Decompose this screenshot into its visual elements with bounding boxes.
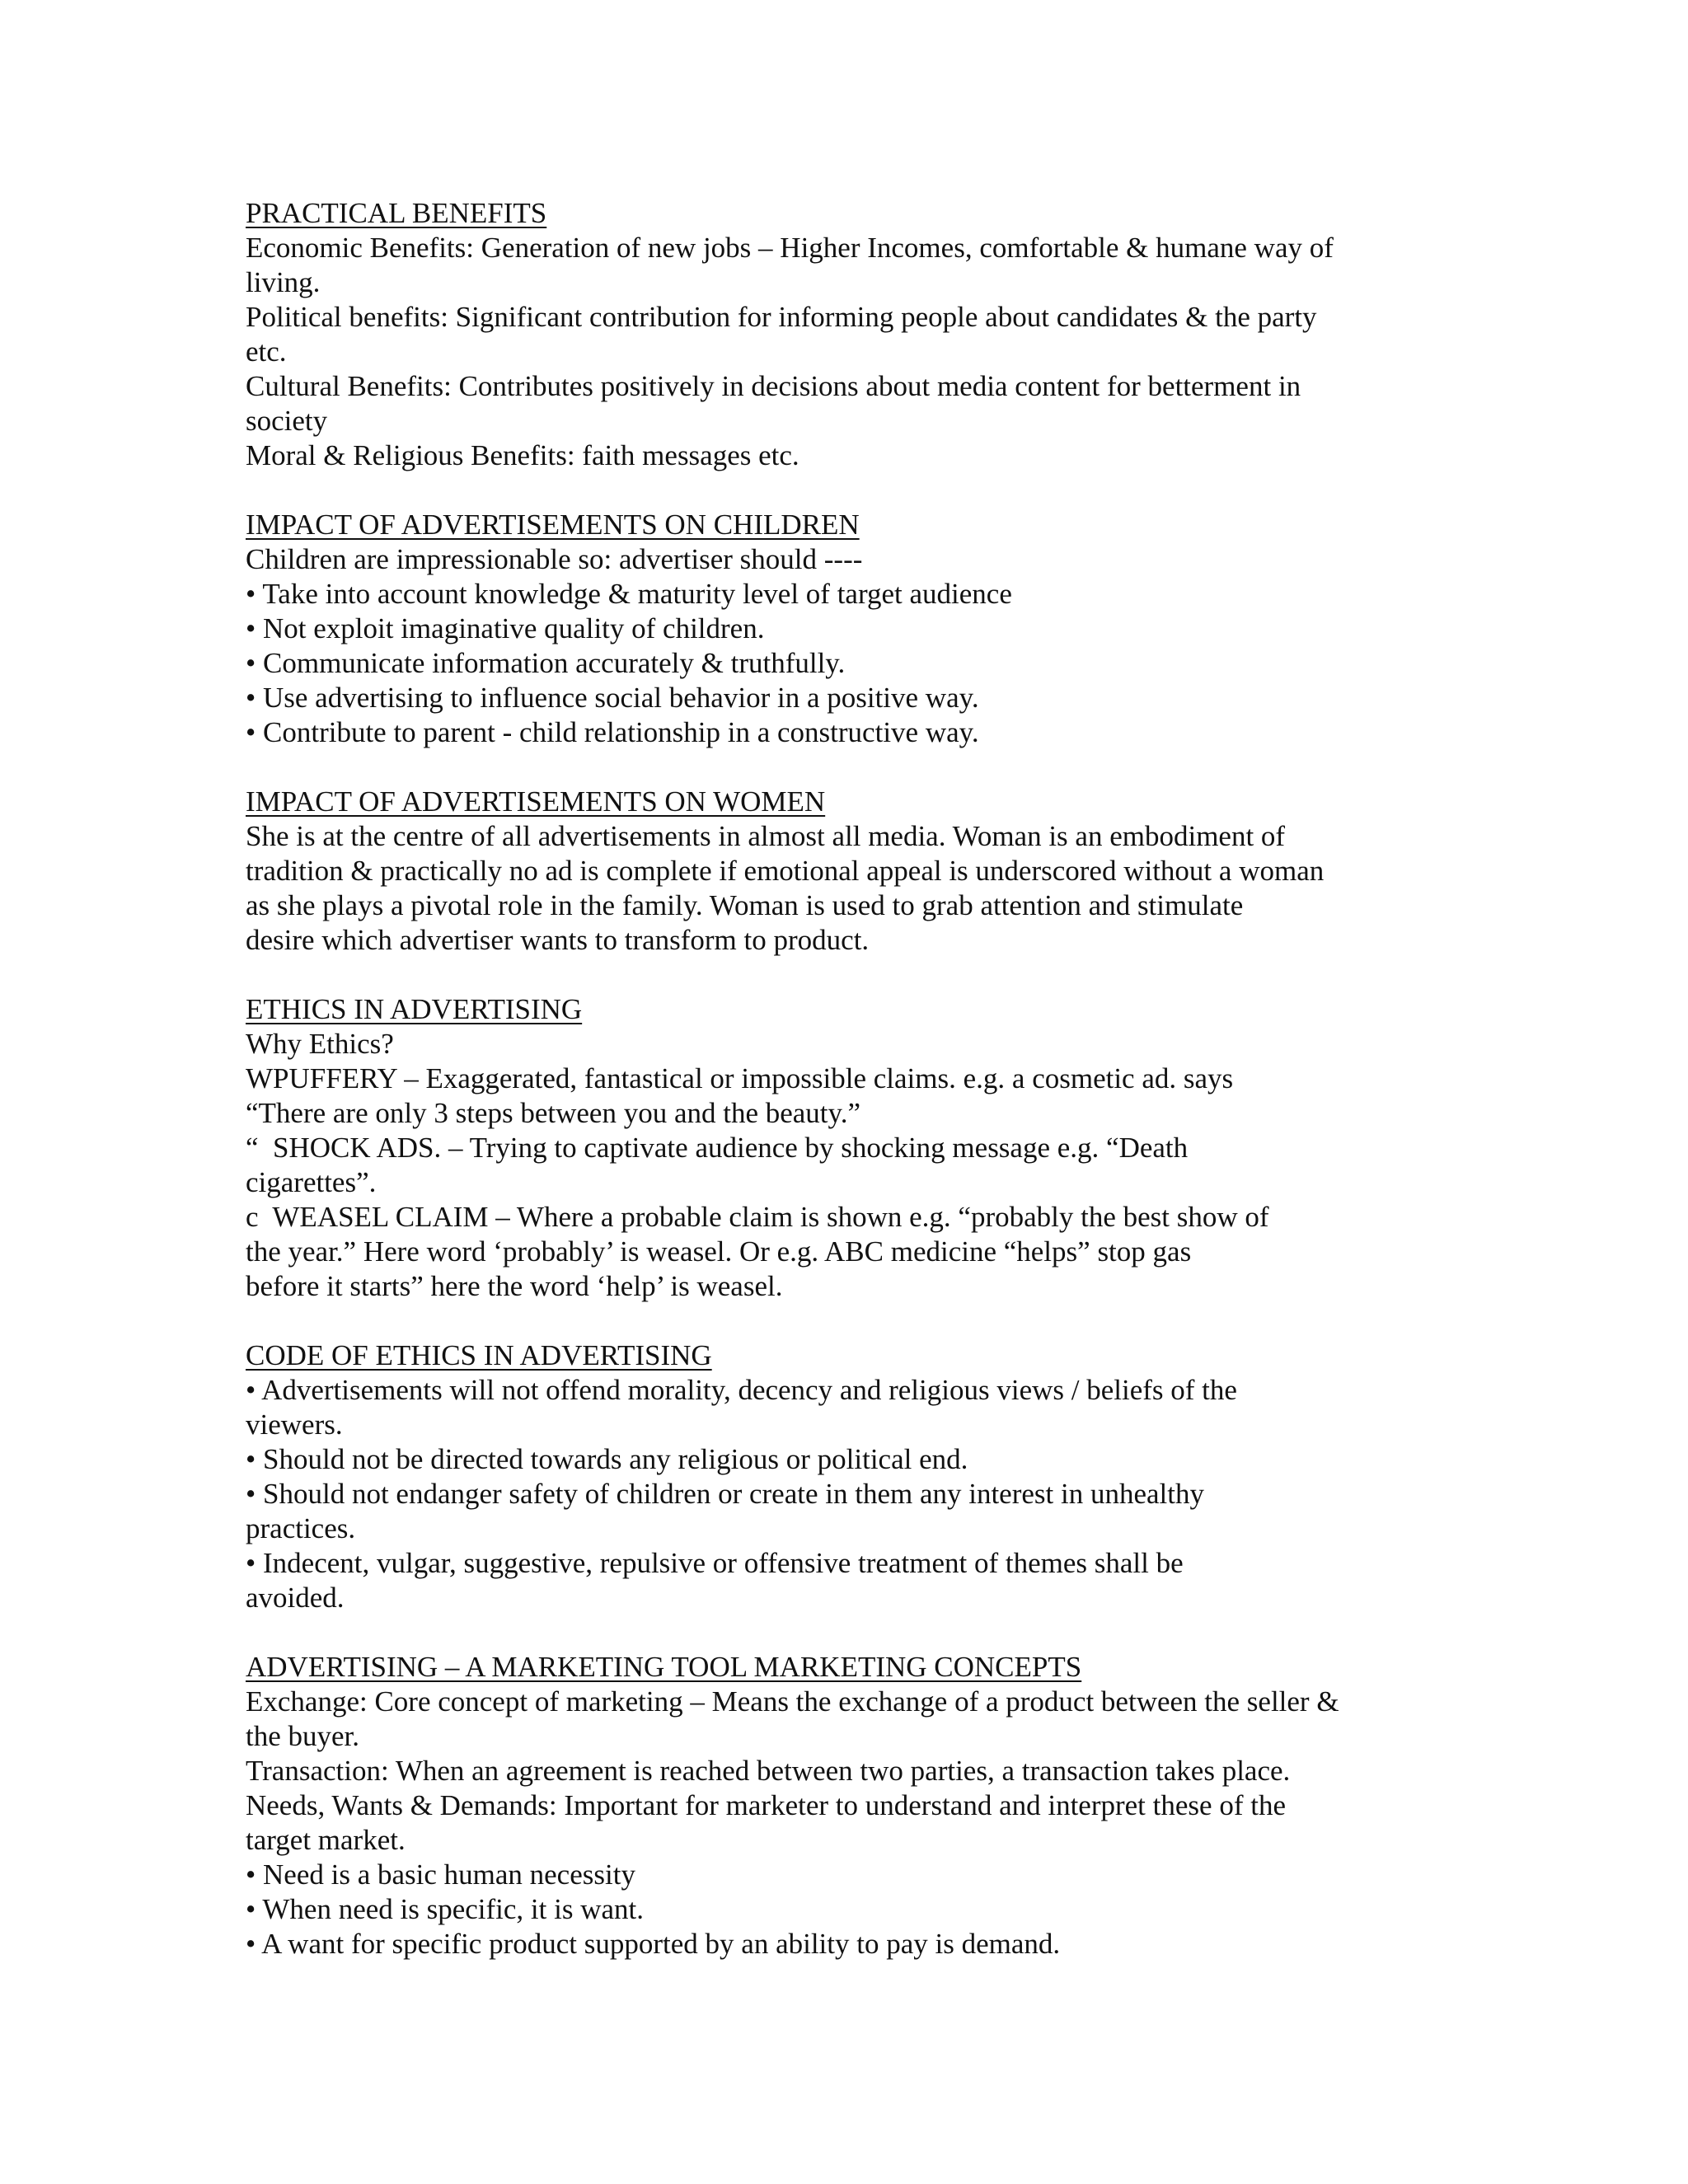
text-line: Children are impressionable so: advertiser should ----	[246, 543, 863, 575]
bullet-item: • Not exploit imaginative quality of children.	[246, 612, 765, 644]
bullet-item: • Contribute to parent - child relationship in a constructive way.	[246, 716, 979, 748]
text-line: Exchange: Core concept of marketing – Means the exchange of a product between the seller &	[246, 1685, 1339, 1718]
section-code-of-ethics	[246, 1338, 1416, 1615]
bullet-item: • When need is specific, it is want.	[246, 1893, 645, 1925]
document-body	[246, 196, 1416, 1961]
bullet-item: • Should not endanger safety of children or create in them any interest in unhealthy	[246, 1478, 1204, 1510]
text-line: cigarettes”.	[246, 1166, 377, 1198]
section-heading: PRACTICAL BENEFITS	[246, 197, 547, 229]
text-line: tradition & practically no ad is complete if emotional appeal is underscored without a woman	[246, 855, 1325, 887]
bullet-item: • Indecent, vulgar, suggestive, repulsive or offensive treatment of themes shall be	[246, 1547, 1184, 1579]
section-heading: ETHICS IN ADVERTISING	[246, 993, 583, 1025]
section-impact-on-children	[246, 508, 1416, 750]
text-line: She is at the centre of all advertisements in almost all media. Woman is an embodiment of	[246, 820, 1286, 852]
bullet-item: • Take into account knowledge & maturity level of target audience	[246, 578, 1012, 610]
text-line: the year.” Here word ‘probably’ is weasel. Or e.g. ABC medicine “helps” stop gas	[246, 1235, 1192, 1268]
text-line: as she plays a pivotal role in the family. Woman is used to grab attention and stimulate	[246, 889, 1244, 921]
text-line: etc.	[246, 335, 287, 368]
bullet-item: • Advertisements will not offend morality, decency and religious views / beliefs of the	[246, 1374, 1237, 1406]
text-line: “There are only 3 steps between you and the beauty.”	[246, 1097, 861, 1129]
text-line: Transaction: When an agreement is reached between two parties, a transaction takes place.	[246, 1755, 1291, 1787]
bullet-item: • Should not be directed towards any religious or political end.	[246, 1443, 968, 1475]
section-heading: CODE OF ETHICS IN ADVERTISING	[246, 1339, 712, 1371]
text-line: c WEASEL CLAIM – Where a probable claim is shown e.g. “probably the best show of	[246, 1201, 1269, 1233]
bullet-item: • Communicate information accurately & truthfully.	[246, 647, 846, 679]
bullet-item: • Need is a basic human necessity	[246, 1858, 635, 1891]
text-line: Political benefits: Significant contribution for informing people about candidates & the party	[246, 301, 1317, 333]
text-line: avoided.	[246, 1582, 345, 1614]
section-heading: ADVERTISING – A MARKETING TOOL MARKETING CONCEPTS	[246, 1651, 1082, 1683]
text-line: Why Ethics?	[246, 1028, 394, 1060]
section-heading: IMPACT OF ADVERTISEMENTS ON CHILDREN	[246, 509, 860, 541]
section-ethics-in-advertising	[246, 992, 1416, 1304]
bullet-item: • Use advertising to influence social behavior in a positive way.	[246, 682, 979, 714]
text-line: target market.	[246, 1824, 406, 1856]
text-line: Moral & Religious Benefits: faith messages etc.	[246, 439, 799, 471]
section-heading: IMPACT OF ADVERTISEMENTS ON WOMEN	[246, 785, 826, 818]
text-line: desire which advertiser wants to transform to product.	[246, 924, 870, 956]
text-line: WPUFFERY – Exaggerated, fantastical or impossible claims. e.g. a cosmetic ad. says	[246, 1062, 1234, 1094]
bullet-item: • A want for specific product supported by an ability to pay is demand.	[246, 1928, 1061, 1960]
text-line: Needs, Wants & Demands: Important for marketer to understand and interpret these of the	[246, 1789, 1286, 1821]
section-impact-on-women	[246, 785, 1416, 958]
text-line: the buyer.	[246, 1720, 360, 1752]
text-line: Cultural Benefits: Contributes positively in decisions about media content for betterment in	[246, 370, 1301, 402]
text-line: “ SHOCK ADS. – Trying to captivate audience by shocking message e.g. “Death	[246, 1132, 1189, 1164]
section-practical-benefits	[246, 196, 1416, 473]
text-line: practices.	[246, 1512, 356, 1544]
section-marketing-concepts	[246, 1650, 1416, 1961]
text-line: living.	[246, 266, 321, 298]
text-line: society	[246, 405, 328, 437]
text-line: Economic Benefits: Generation of new jobs – Higher Incomes, comfortable & humane way of	[246, 232, 1334, 264]
text-line: viewers.	[246, 1408, 343, 1441]
text-line: before it starts” here the word ‘help’ is weasel.	[246, 1270, 783, 1302]
